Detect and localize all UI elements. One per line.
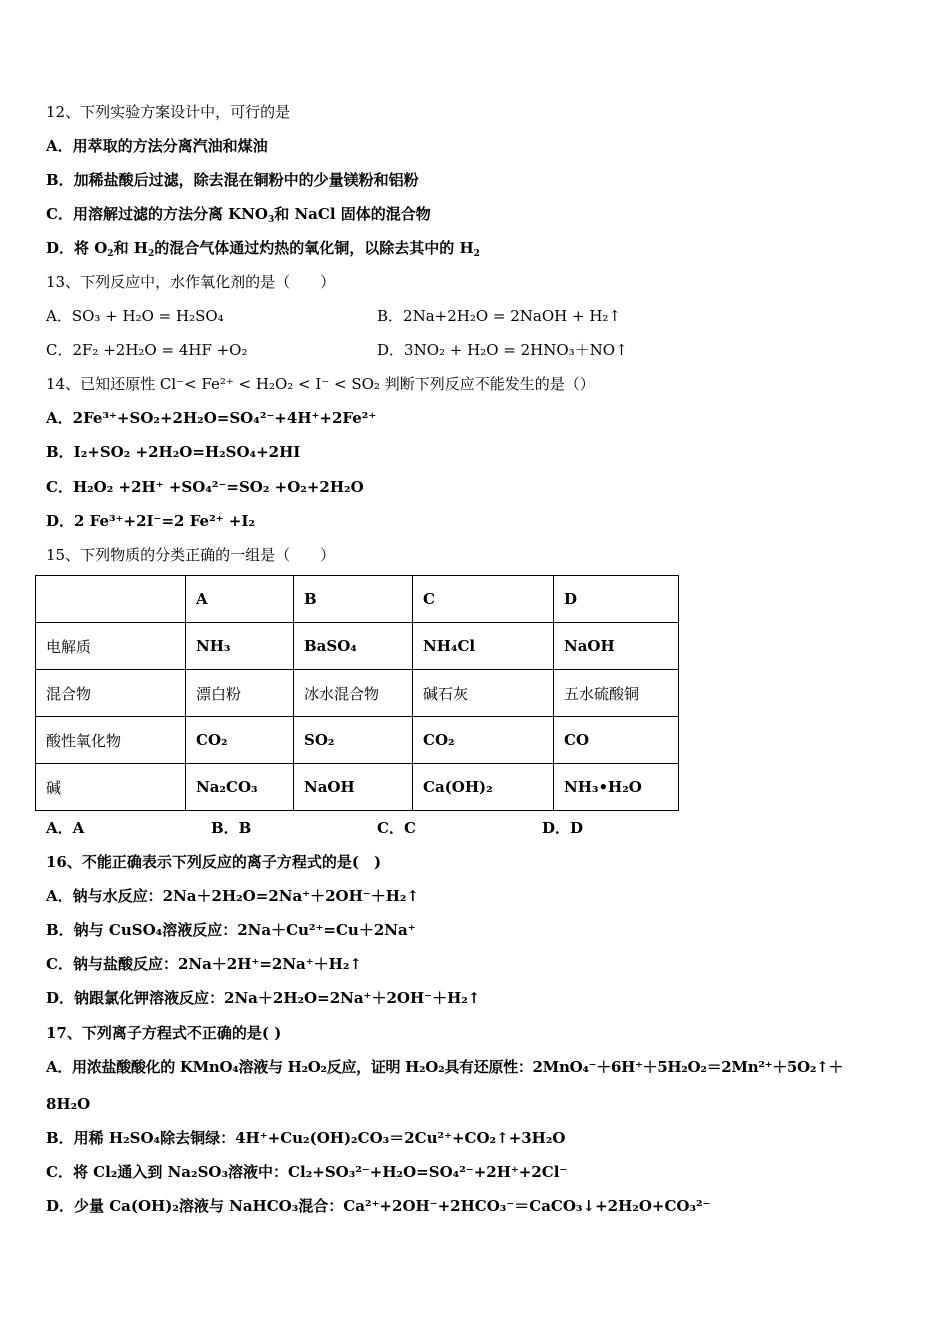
q12-d-2: 和 H [113, 239, 148, 257]
table-row [36, 764, 679, 811]
q14-stem: 14、已知还原性 Cl⁻< Fe²⁺ < H₂O₂ < I⁻ < SO₂ 判断下列反应不能发生的是（） [46, 375, 595, 393]
q12-option-b: B．加稀盐酸后过滤，除去混在铜粉中的少量镁粉和铝粉 [46, 171, 419, 189]
table-header-row [36, 576, 679, 623]
table-cell: CO₂ [413, 717, 554, 764]
table-header-cell [36, 576, 186, 623]
q15-option-d: D．D [542, 819, 584, 837]
table-cell: BaSO₄ [294, 623, 413, 670]
q12-c-pre: C．用溶解过滤的方法分离 KNO [46, 205, 268, 223]
q17-option-a-cont: 8H₂O [46, 1095, 91, 1113]
q12-c-post: 和 NaCl 固体的混合物 [274, 205, 431, 223]
q12-option-d [46, 238, 480, 258]
q15-stem: 15、下列物质的分类正确的一组是（ ） [46, 546, 336, 564]
q13-option-a: A．SO₃ + H₂O = H₂SO₄ [46, 307, 224, 325]
table-cell: 冰水混合物 [294, 670, 413, 717]
q12-d-1: D．将 O [46, 239, 108, 257]
q13-option-d: D．3NO₂ + H₂O = 2HNO₃＋NO↑ [377, 341, 628, 359]
q12-d-s3: 2 [473, 249, 480, 259]
q12-stem: 12、下列实验方案设计中，可行的是 [46, 103, 291, 121]
q17-stem: 17、下列离子方程式不正确的是( ) [46, 1024, 282, 1042]
table-cell: SO₂ [294, 717, 413, 764]
q15-option-c: C．C [377, 819, 416, 837]
q14-option-c: C．H₂O₂ +2H⁺ +SO₄²⁻=SO₂ +O₂+2H₂O [46, 478, 364, 496]
table-cell: CO₂ [186, 717, 294, 764]
q16-option-a: A．钠与水反应：2Na＋2H₂O=2Na⁺＋2OH⁻＋H₂↑ [46, 887, 420, 905]
q16-option-c: C．钠与盐酸反应：2Na＋2H⁺=2Na⁺＋H₂↑ [46, 955, 362, 973]
table-header-cell: A [186, 576, 294, 623]
q17-option-d: D．少量 Ca(OH)₂溶液与 NaHCO₃混合：Ca²⁺+2OH⁻+2HCO₃⁻＝CaCO₃↓+2H₂O+CO₃²⁻ [46, 1197, 711, 1215]
q12-d-s2: 2 [147, 249, 155, 259]
table-cell: 漂白粉 [186, 670, 294, 717]
q15-option-a: A．A [46, 819, 85, 837]
q14-option-a: A．2Fe³⁺+SO₂+2H₂O=SO₄²⁻+4H⁺+2Fe²⁺ [46, 409, 377, 427]
table-row [36, 623, 679, 670]
q13-stem: 13、下列反应中，水作氧化剂的是（ ） [46, 273, 336, 291]
table-cell: NH₃•H₂O [554, 764, 679, 811]
table-cell: Ca(OH)₂ [413, 764, 554, 811]
q14-option-b: B．I₂+SO₂ +2H₂O=H₂SO₄+2HI [46, 443, 301, 461]
table-cell: 五水硫酸铜 [554, 670, 679, 717]
table-cell: NaOH [294, 764, 413, 811]
table-header-cell: D [554, 576, 679, 623]
table-row [36, 717, 679, 764]
table-cell: NaOH [554, 623, 679, 670]
q15-option-b: B．B [211, 819, 252, 837]
table-row-label: 电解质 [36, 623, 186, 670]
q15-table [35, 575, 679, 811]
q17-option-a: A．用浓盐酸酸化的 KMnO₄溶液与 H₂O₂反应，证明 H₂O₂具有还原性：2MnO₄⁻＋6H⁺＋5H₂O₂＝2Mn²⁺＋5O₂↑＋ [46, 1058, 844, 1076]
table-cell: NH₄Cl [413, 623, 554, 670]
table-header-cell: C [413, 576, 554, 623]
q12-d-s1: 2 [107, 249, 114, 259]
q12-option-a: A．用萃取的方法分离汽油和煤油 [46, 137, 268, 155]
table-cell: Na₂CO₃ [186, 764, 294, 811]
table-row [36, 670, 679, 717]
q12-d-3: 的混合气体通过灼热的氧化铜，以除去其中的 H [154, 239, 474, 257]
table-row-label: 碱 [36, 764, 186, 811]
q17-option-b: B．用稀 H₂SO₄除去铜绿：4H⁺+Cu₂(OH)₂CO₃＝2Cu²⁺+CO₂↑+3H₂O [46, 1129, 566, 1147]
table-row-label: 酸性氧化物 [36, 717, 186, 764]
q13-option-b: B．2Na+2H₂O = 2NaOH + H₂↑ [377, 307, 621, 325]
q12-option-c [46, 204, 431, 224]
table-row-label: 混合物 [36, 670, 186, 717]
q14-option-d: D．2 Fe³⁺+2I⁻=2 Fe²⁺ +I₂ [46, 512, 255, 530]
q13-option-c: C．2F₂ +2H₂O = 4HF +O₂ [46, 341, 248, 359]
table-cell: 碱石灰 [413, 670, 554, 717]
q12-c-sub: 3 [267, 215, 275, 225]
q16-stem: 16、不能正确表示下列反应的离子方程式的是( ) [46, 853, 382, 871]
table-cell: NH₃ [186, 623, 294, 670]
table-header-cell: B [294, 576, 413, 623]
q17-option-c: C．将 Cl₂通入到 Na₂SO₃溶液中：Cl₂+SO₃²⁻+H₂O=SO₄²⁻+2H⁺+2Cl⁻ [46, 1163, 568, 1181]
q16-option-b: B．钠与 CuSO₄溶液反应：2Na＋Cu²⁺=Cu＋2Na⁺ [46, 921, 416, 939]
table-cell: CO [554, 717, 679, 764]
q16-option-d: D．钠跟氯化钾溶液反应：2Na＋2H₂O=2Na⁺＋2OH⁻＋H₂↑ [46, 989, 481, 1007]
